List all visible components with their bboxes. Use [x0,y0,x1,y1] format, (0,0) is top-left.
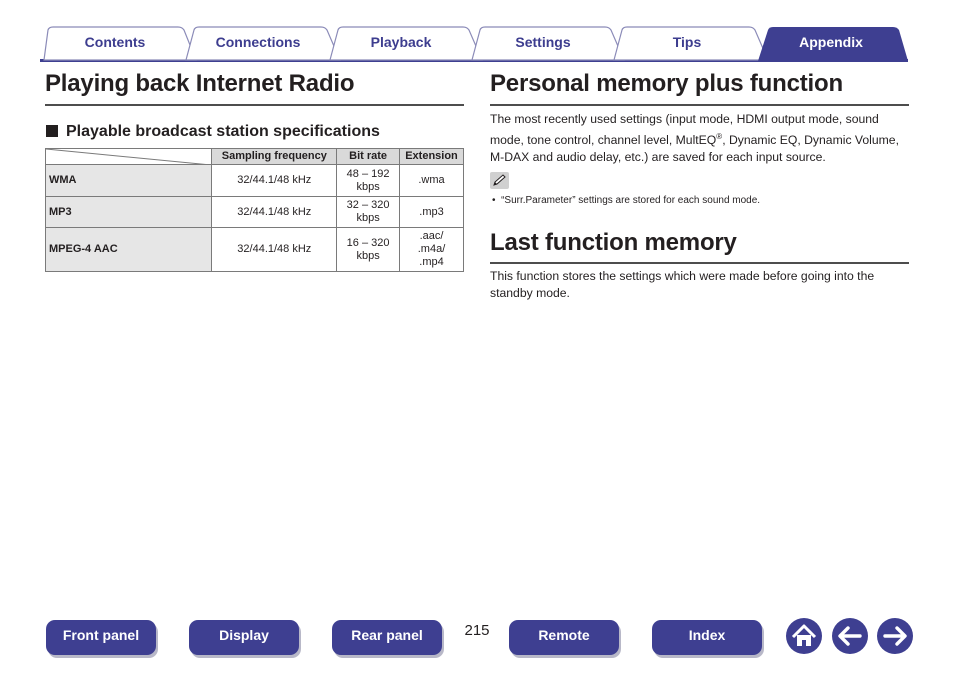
cell-text: kbps [356,249,380,262]
home-icon[interactable] [785,617,823,655]
cell-text: .m4a/ [417,243,446,255]
forward-arrow-icon[interactable] [876,617,914,655]
pencil-icon-glyph [490,172,509,189]
cell-text: .mp3 [419,205,444,218]
cell-text: kbps [356,212,380,224]
table-header-row [46,149,464,165]
title-rule [45,104,464,106]
cell-text: 32 – 320 [346,199,390,211]
section-title-personal-memory: Personal memory plus function [490,70,843,97]
section-heading-specifications [46,122,380,142]
index-button[interactable] [652,620,762,655]
cell-text: 16 – 320 [346,236,390,249]
row-header-mpeg4-aac: MPEG-4 AAC [46,228,212,272]
table-row [46,197,464,228]
square-bullet-icon [46,125,58,137]
tab-playback[interactable]: Playback [370,34,432,50]
display-button[interactable] [189,620,299,655]
tab-appendix[interactable]: Appendix [799,34,863,50]
cell-extension [400,228,464,272]
last-function-description: This function stores the settings which were made before going into the standby mode. [490,269,875,300]
table-row [46,165,464,197]
cell-extension [400,165,464,197]
diagonal-line [46,149,211,165]
tab-bar [0,0,954,64]
table-corner-cell [46,149,212,165]
cell-text: .aac/ [419,230,444,242]
row-header-wma: WMA [46,165,212,197]
description-text: , Dynamic EQ, Dynamic Volume, M-DAX and audio delay, etc.) are saved for each input source. [490,133,899,165]
cell-bitrate [337,197,400,228]
column-header-bitrate: Bit rate [337,149,400,165]
section-heading-text: Playable broadcast station specifications [66,123,380,140]
tab-bar-background [0,0,954,64]
pencil-icon [490,172,509,189]
registered-mark: ® [716,132,723,141]
tab-settings[interactable]: Settings [515,34,571,50]
column-header-sampling: Sampling frequency [212,149,337,165]
cell-text: kbps [356,180,380,193]
cell-bitrate [337,165,400,197]
button-label: Index [688,627,726,643]
back-arrow-icon[interactable] [831,617,869,655]
cell-extension [400,197,464,228]
tab-contents[interactable]: Contents [84,34,146,50]
title-rule [490,262,909,264]
rear-panel-button[interactable] [332,620,442,655]
personal-memory-description [490,111,908,166]
button-label: Front panel [62,627,140,643]
cell-text: .mp4 [419,256,444,268]
row-header-mp3: MP3 [46,197,212,228]
cell-text: .wma [418,174,445,186]
button-label: Display [219,627,269,643]
cell-text: 48 – 192 [346,167,390,180]
remote-button[interactable] [509,620,619,655]
note-bullet: • “Surr.Parameter” settings are stored for each sound mode. [492,195,761,206]
spec-table [45,148,464,272]
button-label: Rear panel [351,627,423,643]
table-row [46,228,464,272]
description-text: The most recently used settings (input mode, HDMI output mode, sound mode, tone control, channel level, MultEQ [490,112,879,148]
tab-connections[interactable]: Connections [215,34,301,50]
page-title-internet-radio: Playing back Internet Radio [45,70,355,97]
button-label: Remote [538,627,590,643]
page-number: 215 [464,622,490,639]
note-text: “Surr.Parameter” settings are stored for each sound mode. [501,195,761,206]
column-header-extension: Extension [400,149,464,165]
cell-bitrate [337,228,400,272]
cell-sampling: 32/44.1/48 kHz [212,197,337,228]
cell-sampling: 32/44.1/48 kHz [212,165,337,197]
cell-sampling: 32/44.1/48 kHz [212,228,337,272]
tab-tips[interactable]: Tips [672,34,702,50]
title-rule [490,104,909,106]
front-panel-button[interactable] [46,620,156,655]
section-title-last-function-memory: Last function memory [490,229,737,256]
